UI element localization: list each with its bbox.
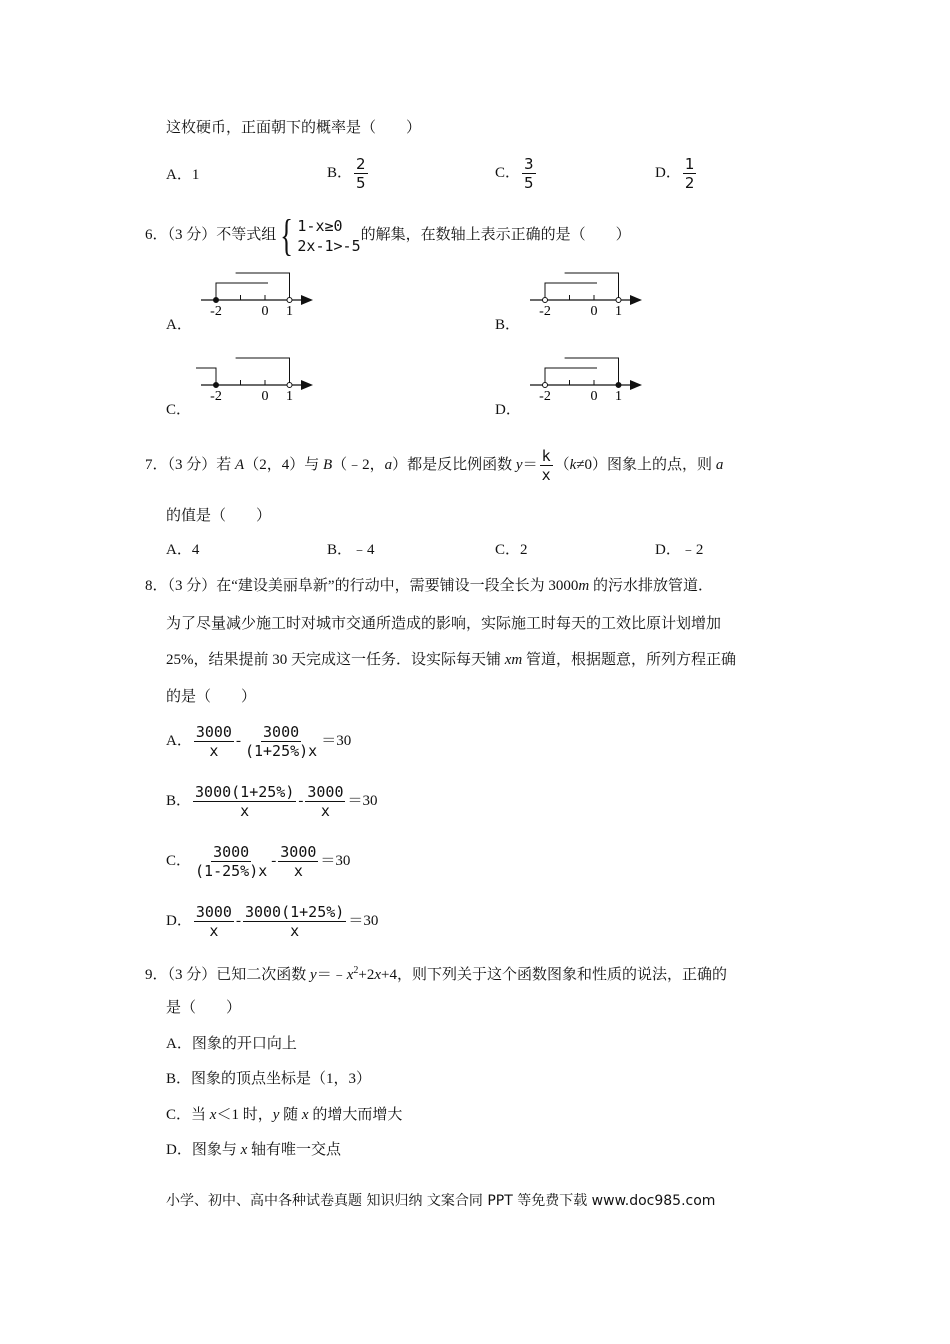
fraction [305, 783, 345, 820]
option-letter: B． [166, 792, 192, 809]
tick-label: 1 [615, 304, 622, 317]
q6-option-c-number-line [196, 350, 356, 402]
q6-option-d-label: D． [495, 402, 521, 418]
axis-arrow [301, 380, 313, 390]
q5-stem: 这枚硬币，正面朝下的概率是（ ） [166, 120, 422, 136]
fraction [194, 903, 234, 940]
denominator: x [290, 922, 300, 940]
rhs: ＝30 [347, 792, 378, 809]
numerator: 3000 [263, 723, 300, 741]
q6-option-d-number-line [525, 350, 685, 402]
fraction [243, 723, 319, 760]
numerator: 3000 [280, 843, 317, 861]
tick-label: 1 [615, 389, 622, 402]
solution-bracket-2 [565, 358, 619, 385]
solution-bracket-2 [236, 358, 290, 385]
q6-option-b-label: B． [495, 317, 521, 333]
numerator: 3000(1+25%) [195, 783, 295, 801]
q8-line2: 为了尽量减少施工时对城市交通所造成的影响，实际施工时每天的工效比原计划增加 [166, 616, 722, 632]
minus-sign: - [235, 732, 241, 749]
option-letter: D． [166, 912, 192, 929]
tick-label: -2 [539, 389, 551, 402]
footer-text: 小学、初中、高中各种试卷真题 知识归纳 文案合同 PPT 等免费下载 www.doc985.com [166, 1193, 716, 1209]
endpoint-right [616, 383, 621, 388]
q8-line3: 25%，结果提前 30 天完成这一任务．设实际每天铺 xm 管道，根据题意，所列方程正确 [166, 652, 737, 668]
q9-option-a: A．图象的开口向上 [166, 1036, 297, 1052]
q8-option-c [166, 843, 350, 880]
endpoint-right [287, 383, 292, 388]
minus-sign: - [271, 852, 277, 869]
solution-bracket-2 [565, 273, 619, 300]
tick-label: 0 [261, 304, 269, 317]
q9-option-b: B．图象的顶点坐标是（1，3） [166, 1071, 372, 1087]
numerator: 3000 [195, 903, 232, 921]
tick-label: -2 [210, 304, 222, 317]
denominator: (1-25%)x [195, 862, 268, 880]
q9-option-d: D．图象与 x 轴有唯一交点 [166, 1142, 342, 1158]
solution-bracket-1 [545, 283, 597, 300]
q8-line4: 的是（ ） [166, 689, 257, 705]
q8-line1: 8．（3 分）在“建设美丽阜新”的行动中，需要铺设一段全长为 3000m 的污水排放管道． [145, 578, 713, 594]
tick-label: 1 [286, 304, 293, 317]
denominator: (1+25%)x [244, 742, 318, 760]
q6-option-a-number-line [196, 265, 356, 317]
fraction [193, 783, 296, 820]
q5-option-b: B． $\frac{2}{5}$ [327, 155, 366, 192]
rhs: ＝30 [348, 912, 379, 929]
endpoint-right [616, 298, 621, 303]
q6-option-a-label: A． [166, 317, 192, 333]
solution-bracket-1 [545, 368, 597, 385]
rhs: ＝30 [321, 732, 352, 749]
fraction [278, 843, 318, 880]
denominator: x [293, 862, 303, 880]
q9-line2: 是（ ） [166, 1000, 242, 1016]
fraction [243, 903, 346, 940]
axis-arrow [301, 295, 313, 305]
tick-label: -2 [210, 389, 222, 402]
rhs: ＝30 [320, 852, 351, 869]
endpoint-left [214, 298, 219, 303]
tick-label: 0 [261, 389, 269, 402]
q7-option-c: C．2 [495, 542, 528, 558]
q7-stem-line2: 的值是（ ） [166, 508, 272, 524]
q6-stem: 6．（3 分）不等式组 { 1-x≥0 2x-1>-5 的解集，在数轴上表示正确的是（ ） [145, 210, 631, 260]
solution-bracket-1 [216, 283, 268, 300]
denominator: x [209, 922, 219, 940]
solution-bracket-1 [196, 368, 216, 385]
numerator: 3000 [307, 783, 344, 801]
endpoint-right [287, 298, 292, 303]
q8-option-d [166, 903, 378, 940]
fraction [194, 723, 234, 760]
tick-label: 0 [590, 304, 598, 317]
fraction [193, 843, 269, 880]
q8-option-b [166, 783, 378, 820]
q5-option-a: A．1 [166, 167, 200, 183]
endpoint-left [543, 298, 548, 303]
q7-option-a: A．4 [166, 542, 200, 558]
tick-label: 1 [286, 389, 293, 402]
denominator: x [209, 742, 219, 760]
q9-line1: 9．（3 分）已知二次函数 $y=﹣x^2+2x+4$，则下列关于这个函数图象和性质的说法，正确的 [145, 965, 727, 983]
axis-arrow [630, 380, 642, 390]
q9-option-c: C．当 x＜1 时，y 随 x 的增大而增大 [166, 1107, 403, 1123]
q7-option-d: D．﹣2 [655, 542, 704, 558]
tick-label: -2 [539, 304, 551, 317]
q6-option-c-label: C． [166, 402, 192, 418]
denominator: x [320, 802, 330, 820]
q5-option-d: D． $\frac{1}{2}$ [655, 155, 695, 192]
numerator: 3000 [213, 843, 250, 861]
q8-option-a [166, 723, 351, 760]
minus-sign: - [298, 792, 304, 809]
endpoint-left [214, 383, 219, 388]
q7-option-b: B．﹣4 [327, 542, 375, 558]
q7-stem: 7．（3 分）若 A（2，4）与 B（﹣2，a）都是反比例函数 y＝ $\frac{k}{x}$ （k≠0）图象上的点，则 a [145, 447, 724, 485]
option-letter: A． [166, 732, 192, 749]
endpoint-left [543, 383, 548, 388]
option-letter: C． [166, 852, 192, 869]
q6-option-b-number-line [525, 265, 685, 317]
solution-bracket-2 [236, 273, 290, 300]
q5-option-c: C． $\frac{3}{5}$ [495, 155, 534, 192]
numerator: 3000(1+25%) [244, 903, 345, 921]
tick-label: 0 [590, 389, 598, 402]
axis-arrow [630, 295, 642, 305]
numerator: 3000 [195, 723, 232, 741]
denominator: x [240, 802, 250, 820]
minus-sign: - [235, 912, 241, 929]
